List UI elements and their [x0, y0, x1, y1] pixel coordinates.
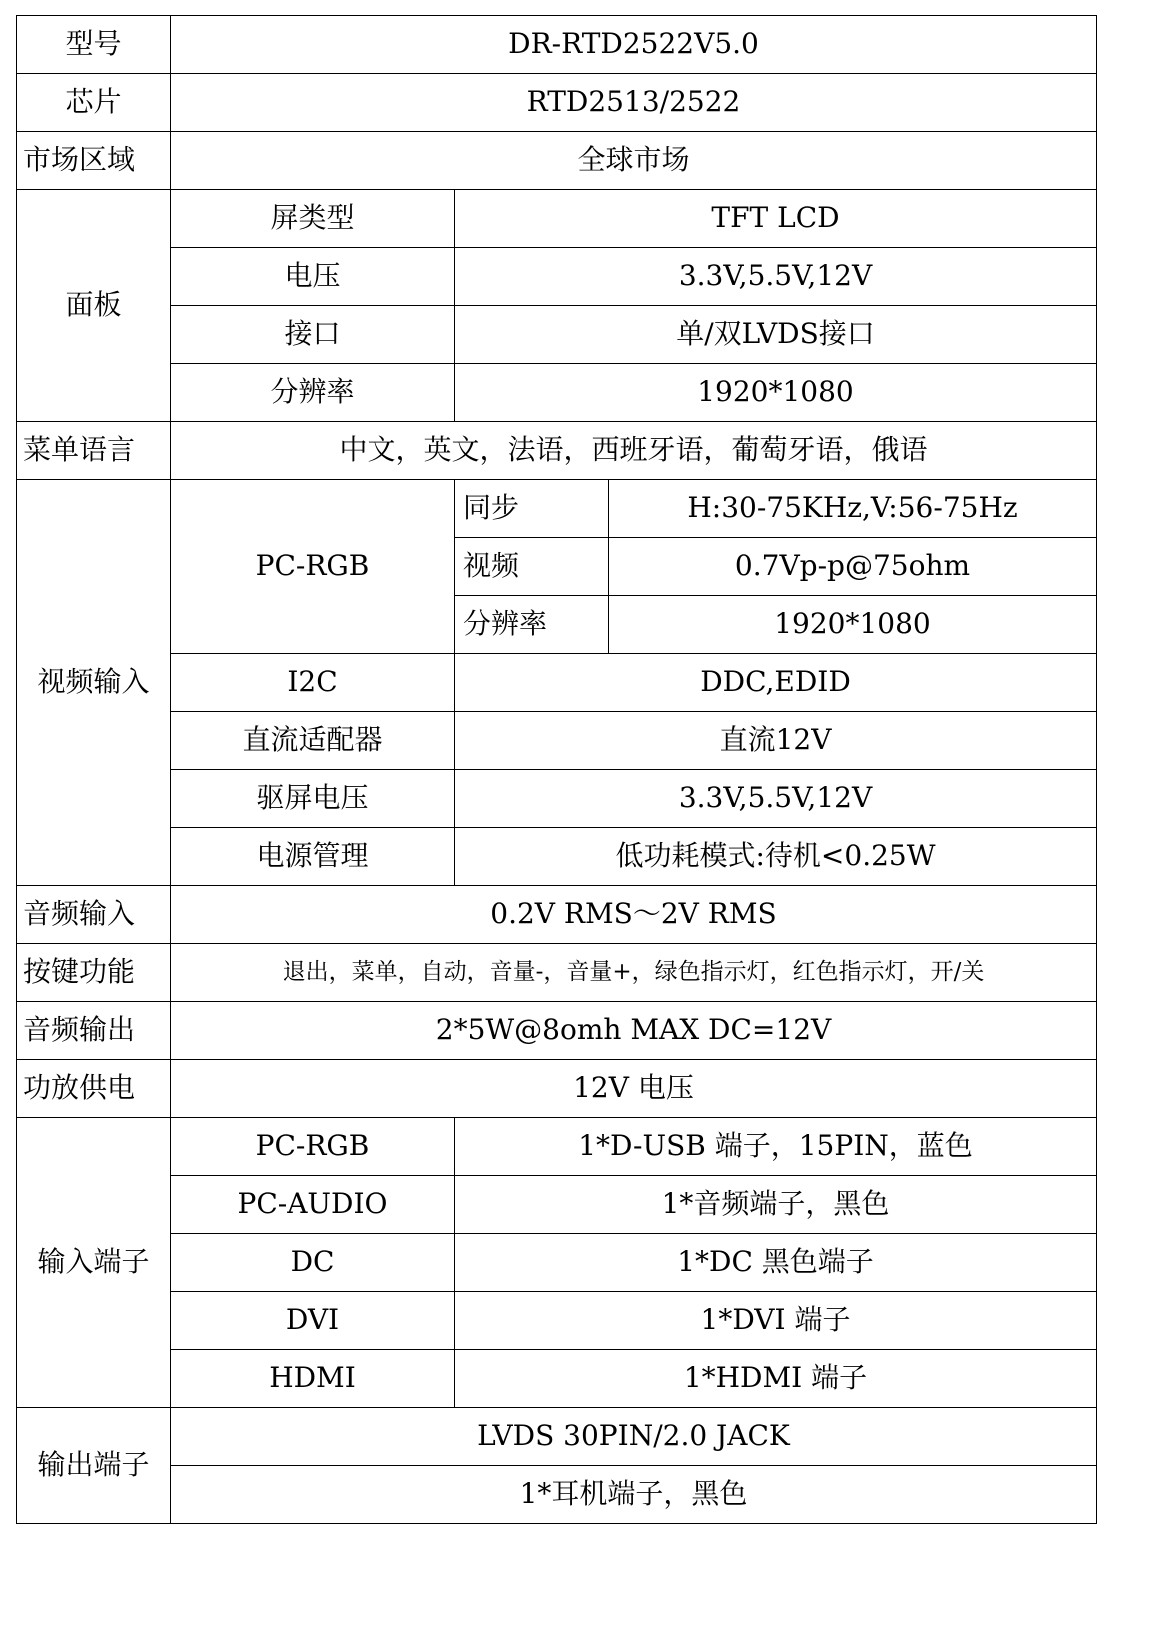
table-row — [17, 1350, 1097, 1408]
row-label: 市场区域 — [17, 132, 171, 190]
sub-sub-label: 分辨率 — [455, 596, 609, 654]
table-row — [17, 364, 1097, 422]
row-value: 12V 电压 — [171, 1060, 1097, 1118]
table-row — [17, 1292, 1097, 1350]
table-row — [17, 422, 1097, 480]
sub-sub-label: 视频 — [455, 538, 609, 596]
sub-group-label: PC-RGB — [171, 480, 455, 654]
row-label: 功放供电 — [17, 1060, 171, 1118]
table-row — [17, 1176, 1097, 1234]
table-row — [17, 248, 1097, 306]
sub-value: 1*音频端子，黑色 — [455, 1176, 1097, 1234]
sub-value: 1*DVI 端子 — [455, 1292, 1097, 1350]
row-value: 2*5W@8omh MAX DC=12V — [171, 1002, 1097, 1060]
sub-label: 电压 — [171, 248, 455, 306]
sub-label: DVI — [171, 1292, 455, 1350]
table-row — [17, 306, 1097, 364]
table-row — [17, 944, 1097, 1002]
table-row — [17, 16, 1097, 74]
row-label: 芯片 — [17, 74, 171, 132]
table-row — [17, 1118, 1097, 1176]
sub-label: 直流适配器 — [171, 712, 455, 770]
group-label: 面板 — [17, 190, 171, 422]
table-row — [17, 712, 1097, 770]
table-row — [17, 1408, 1097, 1466]
row-value: 1*耳机端子，黑色 — [171, 1466, 1097, 1524]
row-label: 型号 — [17, 16, 171, 74]
row-label: 按键功能 — [17, 944, 171, 1002]
sub-label: HDMI — [171, 1350, 455, 1408]
group-label: 输入端子 — [17, 1118, 171, 1408]
table-row — [17, 1002, 1097, 1060]
sub-label: 分辨率 — [171, 364, 455, 422]
group-label: 视频输入 — [17, 480, 171, 886]
row-value: 退出，菜单，自动，音量-，音量+，绿色指示灯，红色指示灯，开/关 — [171, 944, 1097, 1002]
sub-label: 屏类型 — [171, 190, 455, 248]
sub-value: 3.3V,5.5V,12V — [455, 770, 1097, 828]
table-row — [17, 828, 1097, 886]
table-row — [17, 770, 1097, 828]
table-row — [17, 190, 1097, 248]
spec-table — [16, 15, 1097, 1524]
sub-value: 1*D-USB 端子，15PIN，蓝色 — [455, 1118, 1097, 1176]
row-value: LVDS 30PIN/2.0 JACK — [171, 1408, 1097, 1466]
sub-value: 低功耗模式:待机<0.25W — [455, 828, 1097, 886]
row-value: 全球市场 — [171, 132, 1097, 190]
table-row — [17, 886, 1097, 944]
table-row — [17, 480, 1097, 538]
sub-value: 1*HDMI 端子 — [455, 1350, 1097, 1408]
row-value: 0.2V RMS～2V RMS — [171, 886, 1097, 944]
sub-label: I2C — [171, 654, 455, 712]
sub-label: PC-AUDIO — [171, 1176, 455, 1234]
sub-label: PC-RGB — [171, 1118, 455, 1176]
table-row — [17, 654, 1097, 712]
group-label: 输出端子 — [17, 1408, 171, 1524]
table-row — [17, 1234, 1097, 1292]
sub-sub-value: 0.7Vp-p@75ohm — [609, 538, 1097, 596]
sub-sub-value: 1920*1080 — [609, 596, 1097, 654]
sub-value: 直流12V — [455, 712, 1097, 770]
sub-value: 单/双LVDS接口 — [455, 306, 1097, 364]
table-row — [17, 1060, 1097, 1118]
sub-value: 3.3V,5.5V,12V — [455, 248, 1097, 306]
table-row — [17, 1466, 1097, 1524]
sub-value: TFT LCD — [455, 190, 1097, 248]
row-label: 菜单语言 — [17, 422, 171, 480]
row-value: DR-RTD2522V5.0 — [171, 16, 1097, 74]
sub-label: DC — [171, 1234, 455, 1292]
row-value: RTD2513/2522 — [171, 74, 1097, 132]
row-label: 音频输出 — [17, 1002, 171, 1060]
table-row — [17, 132, 1097, 190]
sub-value: DDC,EDID — [455, 654, 1097, 712]
sub-label: 驱屏电压 — [171, 770, 455, 828]
sub-label: 接口 — [171, 306, 455, 364]
table-row — [17, 74, 1097, 132]
sub-value: 1*DC 黑色端子 — [455, 1234, 1097, 1292]
sub-value: 1920*1080 — [455, 364, 1097, 422]
sub-sub-value: H:30-75KHz,V:56-75Hz — [609, 480, 1097, 538]
sub-sub-label: 同步 — [455, 480, 609, 538]
row-value: 中文，英文，法语，西班牙语，葡萄牙语，俄语 — [171, 422, 1097, 480]
row-label: 音频输入 — [17, 886, 171, 944]
sub-label: 电源管理 — [171, 828, 455, 886]
